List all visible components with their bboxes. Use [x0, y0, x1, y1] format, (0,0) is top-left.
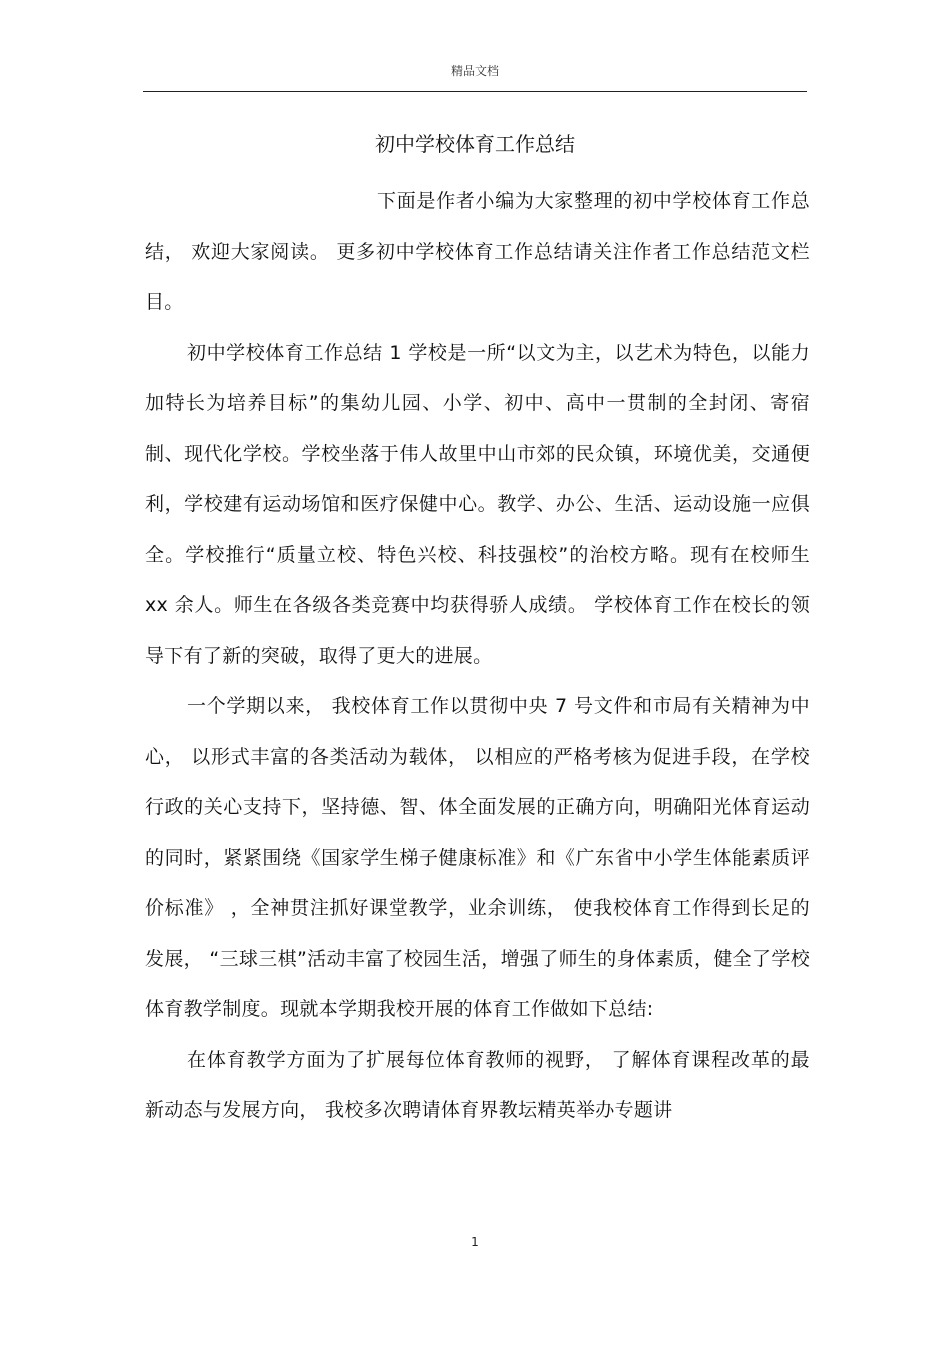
paragraph-teaching: 在体育教学方面为了扩展每位体育教师的视野， 了解体育课程改革的最新动态与发展方向， 我校多次聘请体育界教坛精英举办专题讲	[145, 1048, 810, 1121]
paragraph-school-overview: 初中学校体育工作总结 1 学校是一所“以文为主，以艺术为特色，以能力加特长为培养目标”的集幼儿园、小学、初中、高中一贯制的全封闭、寄宿制、现代化学校。学校坐落于伟人故里中山市郊的民众镇，环境优美，交通便利，学校建有运动场馆和医疗保健中心。教学、办公、生活、运动设施一应俱全。学校推行“质量立校、特色兴校、科技强校”的治校方略。现有在校师生 xx 余人。师生在各级各类竞赛中均获得骄人成绩。 学校体育工作在校长的领导下有了新的突破，取得了更大的进展。	[145, 341, 810, 667]
page-header-label: 精品文档	[450, 64, 499, 78]
header-divider	[143, 91, 807, 92]
document-title: 初中学校体育工作总结	[375, 132, 575, 156]
paragraph-semester-summary: 一个学期以来， 我校体育工作以贯彻中央 7 号文件和市局有关精神为中心， 以形式丰富的各类活动为载体， 以相应的严格考核为促进手段，在学校行政的关心支持下，坚持德、智、体全面发展的正确方向，明确阳光体育运动的同时，紧紧围绕《国家学生梯子健康标准》和《广东省中小学生体能素质评价标准》 ，全神贯注抓好课堂教学，业余训练， 使我校体育工作得到长足的发展， “三球三棋”活动丰富了校园生活，增强了师生的身体素质，健全了学校体育教学制度。现就本学期我校开展的体育工作做如下总结:	[145, 695, 810, 1020]
page-number: 1	[471, 1235, 479, 1249]
paragraph-intro: 下面是作者小编为大家整理的初中学校体育工作总结， 欢迎大家阅读。 更多初中学校体育工作总结请关注作者工作总结范文栏目。	[145, 190, 810, 313]
document-body	[145, 176, 810, 1136]
